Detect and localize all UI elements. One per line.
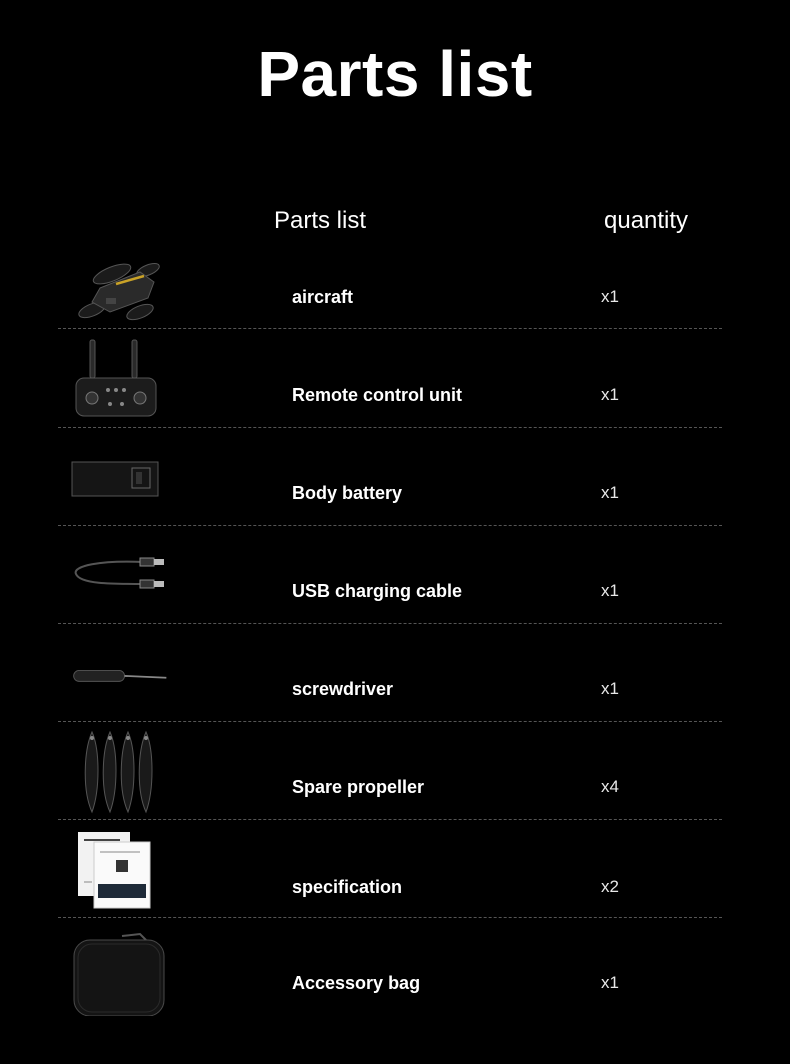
list-item	[0, 728, 790, 826]
list-item	[0, 828, 790, 926]
item-quantity: x1	[601, 973, 619, 992]
column-header-parts: Parts list	[274, 207, 367, 234]
item-quantity: x1	[601, 581, 619, 600]
item-name: specification	[292, 877, 403, 897]
screwdriver-icon	[70, 632, 170, 718]
divider	[58, 328, 722, 329]
item-name: USB charging cable	[292, 581, 463, 601]
item-name: Accessory bag	[292, 973, 421, 993]
bag-icon	[70, 930, 170, 1016]
divider	[58, 917, 722, 918]
remote-control-icon	[70, 338, 170, 424]
item-name: Body battery	[292, 483, 403, 503]
divider	[58, 819, 722, 820]
list-item	[0, 436, 790, 534]
item-name: aircraft	[292, 287, 354, 307]
item-name: Remote control unit	[292, 385, 462, 405]
item-quantity: x1	[601, 385, 619, 404]
page-title: Parts list	[257, 38, 533, 110]
item-name: screwdriver	[292, 679, 394, 699]
column-header-quantity: quantity	[604, 207, 689, 234]
item-name: Spare propeller	[292, 777, 425, 797]
divider	[58, 721, 722, 722]
item-quantity: x1	[601, 679, 619, 698]
item-quantity: x2	[601, 877, 619, 896]
divider	[58, 525, 722, 526]
divider	[58, 427, 722, 428]
item-quantity: x1	[601, 483, 619, 502]
list-item	[0, 336, 790, 434]
list-item	[0, 632, 790, 730]
propeller-icon	[70, 730, 170, 816]
usb-cable-icon	[70, 540, 170, 626]
item-quantity: x4	[601, 777, 619, 796]
manual-icon	[70, 830, 170, 916]
divider	[58, 623, 722, 624]
list-item	[0, 534, 790, 632]
list-item	[0, 926, 790, 1024]
item-quantity: x1	[601, 287, 619, 306]
battery-icon	[70, 438, 170, 524]
list-item	[0, 250, 790, 348]
